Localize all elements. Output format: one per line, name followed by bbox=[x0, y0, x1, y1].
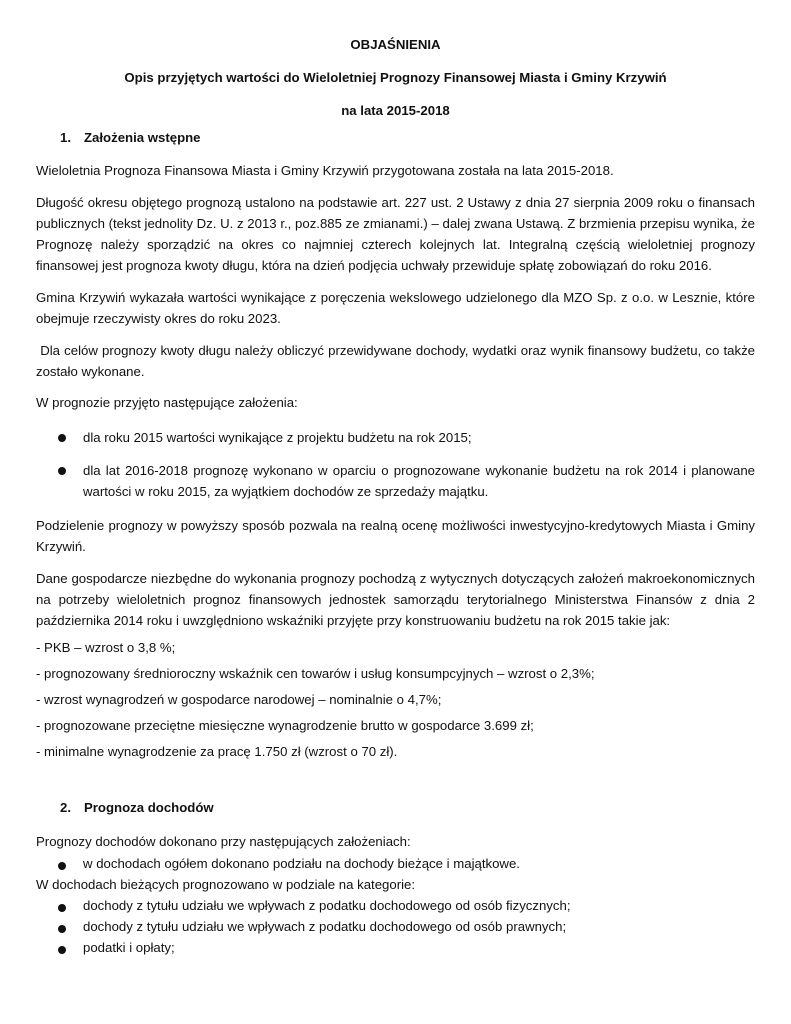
section-2-paragraph-1: Prognozy dochodów dokonano przy następujących założeniach: bbox=[36, 834, 411, 849]
bullet-icon bbox=[58, 904, 66, 912]
section-2-title: Prognoza dochodów bbox=[84, 800, 214, 815]
list-item: w dochodach ogółem dokonano podziału na dochody bieżące i majątkowe. bbox=[83, 856, 520, 871]
document-title: OBJAŚNIENIA bbox=[350, 37, 441, 52]
bullet-icon bbox=[58, 925, 66, 933]
dash-list-item: - minimalne wynagrodzenie za pracę 1.750 zł (wzrost o 70 zł). bbox=[36, 744, 398, 759]
dash-list-item: - prognozowany średnioroczny wskaźnik cen towarów i usług konsumpcyjnych – wzrost o 2,3%; bbox=[36, 666, 595, 681]
section-2-paragraph-2: W dochodach bieżących prognozowano w podziale na kategorie: bbox=[36, 877, 416, 892]
list-item: podatki i opłaty; bbox=[83, 940, 175, 955]
section-1-paragraph-2: Długość okresu objętego prognozą ustalono na podstawie art. 227 ust. 2 Ustawy z dnia 27 sierpnia 2009 roku o finansach publicznych (tekst jednolity Dz. U. z 2013 r., poz.885 ze zmianami.) – dalej zwana Ustawą. Z brzmienia przepisu wynika, że Prognozę należy sporządzić na okres co najmniej czterech kolejnych lat. Integralną częścią wieloletniej prognozy finansowej jest prognoza kwoty długu, która na dzień podjęcia uchwały przewiduje spłatę zobowiązań do roku 2016. bbox=[36, 195, 755, 273]
section-1-title: Założenia wstępne bbox=[84, 130, 201, 145]
document-subtitle: Opis przyjętych wartości do Wieloletniej Prognozy Finansowej Miasta i Gminy Krzywiń bbox=[124, 70, 667, 85]
bullet-icon bbox=[58, 467, 66, 475]
list-item: dla lat 2016-2018 prognozę wykonano w oparciu o prognozowane wykonanie budżetu na rok 2014 i planowane wartości w roku 2015, za wyjątkiem dochodów ze sprzedaży majątku. bbox=[83, 463, 755, 499]
section-1-paragraph-6: Podzielenie prognozy w powyższy sposób pozwala na realną ocenę możliwości inwestycyjno-kredytowych Miasta i Gminy Krzywiń. bbox=[36, 518, 755, 554]
dash-list-item: - prognozowane przeciętne miesięczne wynagrodzenie brutto w gospodarce 3.699 zł; bbox=[36, 718, 534, 733]
bullet-icon bbox=[58, 862, 66, 870]
section-1-paragraph-5: W prognozie przyjęto następujące założenia: bbox=[36, 395, 298, 410]
bullet-icon bbox=[58, 946, 66, 954]
list-item: dochody z tytułu udziału we wpływach z podatku dochodowego od osób fizycznych; bbox=[83, 898, 571, 913]
section-1-paragraph-1: Wieloletnia Prognoza Finansowa Miasta i Gminy Krzywiń przygotowana została na lata 2015-2018. bbox=[36, 163, 614, 178]
dash-list-item: - PKB – wzrost o 3,8 %; bbox=[36, 640, 176, 655]
section-2-heading bbox=[60, 800, 214, 815]
section-2-number: 2. bbox=[60, 800, 71, 815]
bullet-icon bbox=[58, 434, 66, 442]
list-item: dla roku 2015 wartości wynikające z projektu budżetu na rok 2015; bbox=[83, 430, 472, 445]
section-1-paragraph-4: Dla celów prognozy kwoty długu należy obliczyć przewidywane dochody, wydatki oraz wynik finansowy budżetu, co także zostało wykonane. bbox=[36, 343, 759, 379]
section-1-paragraph-3: Gmina Krzywiń wykazała wartości wynikające z poręczenia wekslowego udzielonego dla MZO Sp. z o.o. w Lesznie, które obejmuje rzeczywisty okres do roku 2023. bbox=[36, 290, 755, 326]
section-1-number: 1. bbox=[60, 130, 71, 145]
dash-list-item: - wzrost wynagrodzeń w gospodarce narodowej – nominalnie o 4,7%; bbox=[36, 692, 442, 707]
section-1-paragraph-7: Dane gospodarcze niezbędne do wykonania prognozy pochodzą z wytycznych dotyczących założeń makroekonomicznych na potrzeby wieloletnich prognoz finansowych jednostek samorządu terytorialnego Ministerstwa Finansów z dnia 2 października 2014 roku i uwzględniono wskaźniki przyjęte przy konstruowaniu budżetu na rok 2015 takie jak: bbox=[36, 571, 755, 628]
section-1-heading bbox=[60, 130, 201, 145]
list-item: dochody z tytułu udziału we wpływach z podatku dochodowego od osób prawnych; bbox=[83, 919, 567, 934]
document-years: na lata 2015-2018 bbox=[341, 103, 450, 118]
